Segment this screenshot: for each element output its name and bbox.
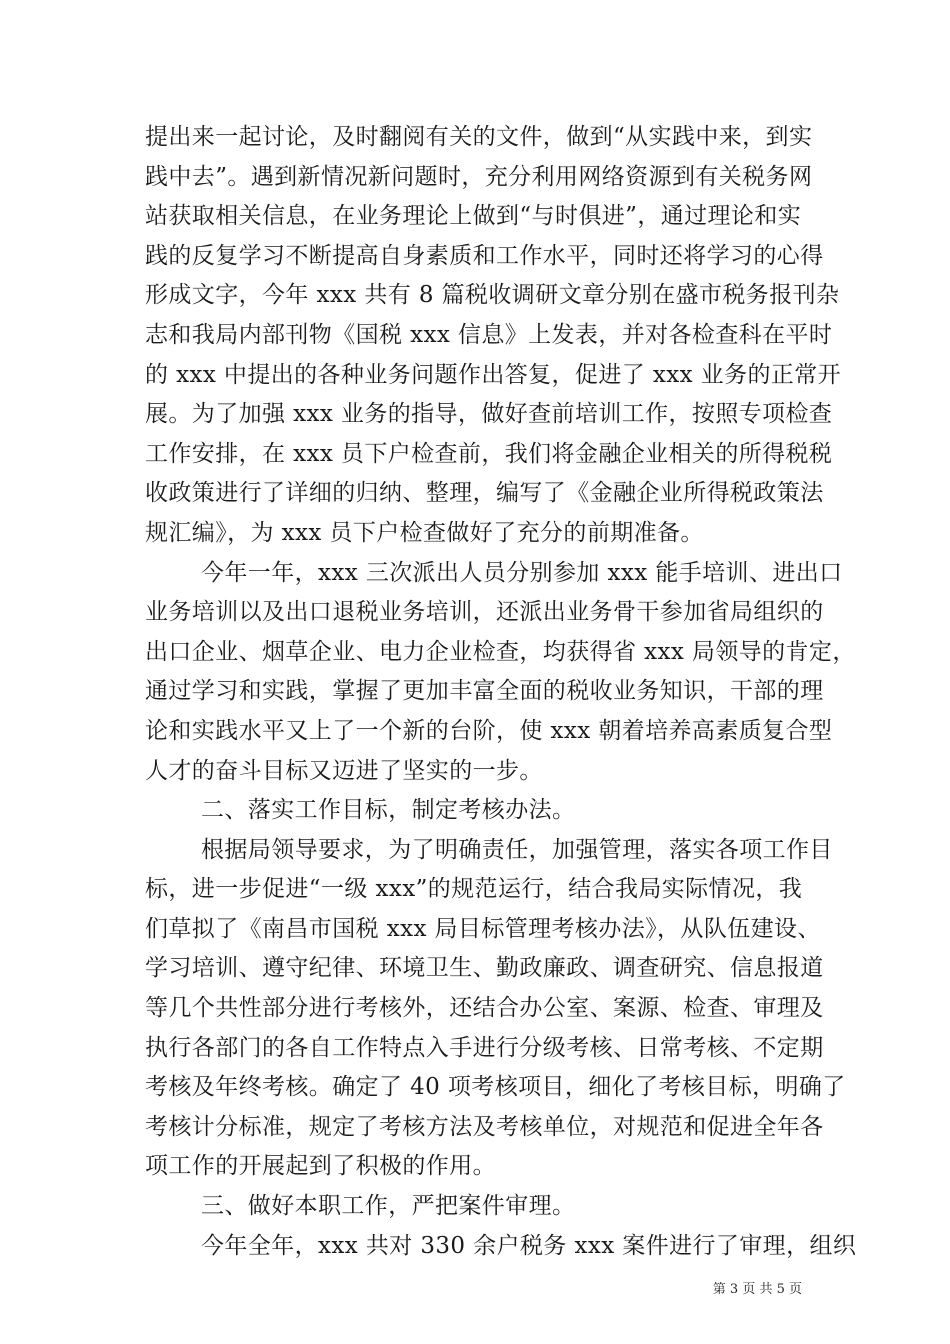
text-line: 展。为了加强 xxx 业务的指导，做好查前培训工作，按照专项检查 xyxy=(145,401,833,428)
text-line: 二、落实工作目标，制定考核办法。 xyxy=(201,797,576,824)
text-line: 践中去”。遇到新情况新问题时，充分利用网络资源到有关税务网 xyxy=(145,163,813,190)
text-line: 标，进一步促进“一级 xxx”的规范运行，结合我局实际情况，我 xyxy=(145,876,803,903)
text-line: 三、做好本职工作，严把案件审理。 xyxy=(201,1193,576,1220)
document-body xyxy=(145,118,857,1266)
text-line: 人才的奋斗目标又迈进了坚实的一步。 xyxy=(145,757,543,784)
text-line: 执行各部门的各自工作特点入手进行分级考核、日常考核、不定期 xyxy=(145,1034,824,1061)
text-line: 根据局领导要求，为了明确责任，加强管理，落实各项工作目 xyxy=(201,836,833,863)
text-line: 站获取相关信息，在业务理论上做到“与时俱进”，通过理论和实 xyxy=(145,203,802,230)
text-line: 通过学习和实践，掌握了更加丰富全面的税收业务知识，干部的理 xyxy=(145,678,824,705)
text-line: 今年全年，xxx 共对 330 余户税务 xxx 案件进行了审理，组织 xyxy=(201,1232,857,1259)
text-line: 提出来一起讨论，及时翻阅有关的文件，做到“从实践中来，到实 xyxy=(145,124,813,150)
text-line: 项工作的开展起到了积极的作用。 xyxy=(145,1153,496,1180)
text-line: 规汇编》，为 xxx 员下户检查做好了充分的前期准备。 xyxy=(145,519,704,546)
text-line: 收政策进行了详细的归纳、整理，编写了《金融企业所得税政策法 xyxy=(145,480,824,507)
text-line: 们草拟了《南昌市国税 xxx 局目标管理考核办法》，从队伍建设、 xyxy=(145,915,821,942)
text-line: 论和实践水平又上了一个新的台阶，使 xxx 朝着培养高素质复合型 xyxy=(145,717,833,744)
text-line: 践的反复学习不断提高自身素质和工作水平，同时还将学习的心得 xyxy=(145,242,824,269)
text-line: 考核计分标准，规定了考核方法及考核单位，对规范和促进全年各 xyxy=(145,1113,824,1140)
page-number: 第 3 页 共 5 页 xyxy=(712,1282,802,1297)
text-line: 工作安排，在 xxx 员下户检查前，我们将金融企业相关的所得税税 xyxy=(145,440,833,467)
text-line: 业务培训以及出口退税业务培训，还派出业务骨干参加省局组织的 xyxy=(145,599,824,626)
text-line: 学习培训、遵守纪律、环境卫生、勤政廉政、调查研究、信息报道 xyxy=(145,955,824,982)
text-line: 考核及年终考核。确定了 40 项考核项目，细化了考核目标，明确了 xyxy=(145,1074,846,1101)
text-line: 形成文字，今年 xxx 共有 8 篇税收调研文章分别在盛市税务报刊杂 xyxy=(145,282,840,309)
text-line: 出口企业、烟草企业、电力企业检查，均获得省 xxx 局领导的肯定， xyxy=(145,638,856,665)
text-line: 志和我局内部刊物《国税 xxx 信息》上发表，并对各检查科在平时 xyxy=(145,321,833,348)
text-line: 的 xxx 中提出的各种业务问题作出答复，促进了 xxx 业务的正常开 xyxy=(145,361,842,388)
text-line: 等几个共性部分进行考核外，还结合办公室、案源、检查、审理及 xyxy=(145,995,824,1022)
text-line: 今年一年，xxx 三次派出人员分别参加 xxx 能手培训、进出口 xyxy=(201,559,843,586)
